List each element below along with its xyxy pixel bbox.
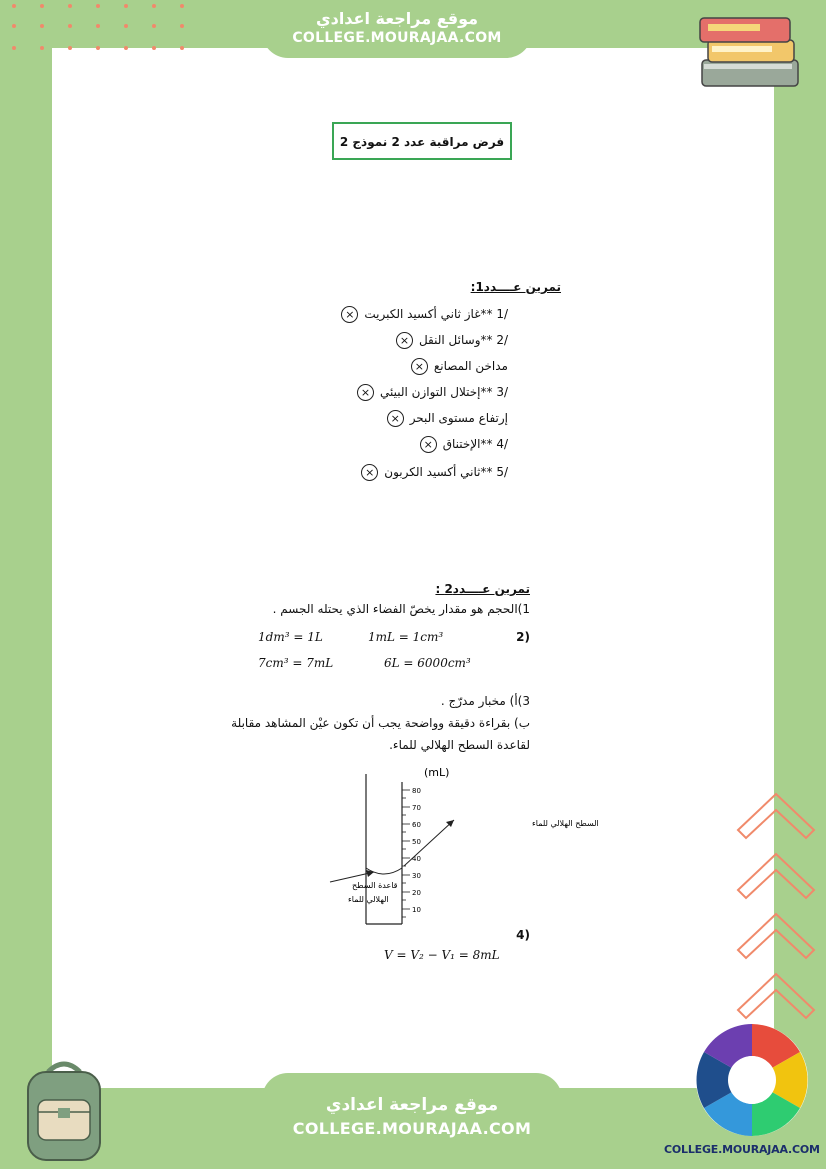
header-site[interactable]: COLLEGE.MOURAJAA.COM: [292, 30, 502, 46]
exercise2-q3a: 3)أ) مخبار مدرّج .: [440, 694, 530, 708]
exercise1-item-7: /5 **ثاني أكسيد الكربون×: [355, 464, 508, 481]
equation-cm3-ml: 7cm³ = 7mL: [258, 656, 334, 670]
decorative-dots: [0, 0, 200, 60]
exercise2-q3b-line1: ب) بقراءة دقيقة وواضحة يجب أن تكون عيْن المشاهد مقابلة: [231, 716, 530, 730]
equation-volume: V = V₂ − V₁ = 8mL: [384, 948, 500, 962]
tick-label: 30: [412, 872, 421, 880]
tick-label: 50: [412, 838, 421, 846]
exercise1-item-6: /4 **الإختناق×: [414, 436, 508, 453]
cross-mark-icon: ×: [361, 464, 378, 481]
exercise1-item-4: /3 **إختلال التوازن البيئي×: [351, 384, 508, 401]
meniscus-base-label-1: قاعدة السطح: [352, 881, 398, 890]
school-logo-icon: [694, 1020, 810, 1140]
meniscus-surface-label: السطح الهلالي للماء: [532, 819, 599, 828]
tick-label: 60: [412, 821, 421, 829]
tick-label: 20: [412, 889, 421, 897]
exercise1-heading: تمرين عــــدد1:: [470, 280, 561, 294]
cross-mark-icon: ×: [411, 358, 428, 375]
books-icon: [690, 10, 805, 96]
exercise2-heading: تمرين عــــدد2 :: [435, 582, 530, 596]
equation-dm3-litre: 1dm³ = 1L: [258, 630, 323, 644]
cross-mark-icon: ×: [387, 410, 404, 427]
exercise1-item-5: إرتفاع مستوى البحر×: [381, 410, 508, 427]
footer-site[interactable]: COLLEGE.MOURAJAA.COM: [292, 1119, 532, 1138]
exercise1-item-2: /2 **وسائل النقل×: [390, 332, 508, 349]
tick-label: 40: [412, 855, 421, 863]
exercise2-q1: 1)الحجم هو مقدار يخصّ الفضاء الذي يحتله الجسم .: [272, 602, 530, 616]
header-arabic: موقع مراجعة اعدادي: [315, 9, 479, 28]
tick-label: 80: [412, 787, 421, 795]
cross-mark-icon: ×: [420, 436, 437, 453]
exercise2-q3b-line2: لقاعدة السطح الهلالي للماء.: [389, 738, 530, 752]
figure-unit: (mL): [424, 766, 450, 779]
cross-mark-icon: ×: [341, 306, 358, 323]
footer-arabic: موقع مراجعة اعدادي: [325, 1095, 499, 1115]
cross-mark-icon: ×: [357, 384, 374, 401]
tick-label: 10: [412, 906, 421, 914]
tick-label: 70: [412, 804, 421, 812]
cross-mark-icon: ×: [396, 332, 413, 349]
meniscus-base-label-2: الهلالي للماء: [348, 895, 389, 904]
graduated-cylinder-figure: [296, 764, 599, 934]
header-tab: [262, 0, 532, 58]
equation-ml-cm3: 1mL = 1cm³: [368, 630, 444, 644]
equation-l-cm3: 6L = 6000cm³: [384, 656, 471, 670]
exercise2-q4-label: (4: [516, 928, 530, 942]
footer-brand[interactable]: COLLEGE.MOURAJAA.COM: [664, 1143, 820, 1156]
document-title: فرض مراقبة عدد 2 نموذج 2: [332, 122, 512, 160]
exercise1-item-1: /1 **غاز ثاني أكسيد الكبريت×: [335, 306, 508, 323]
left-green-band: [0, 0, 52, 1169]
exercise2-q2-label: (2: [516, 630, 530, 644]
footer-tab: [262, 1073, 562, 1169]
backpack-icon: [14, 1056, 114, 1166]
chevron-up-icon: [732, 790, 822, 1040]
exercise1-item-3: مداخن المصانع×: [405, 358, 508, 375]
